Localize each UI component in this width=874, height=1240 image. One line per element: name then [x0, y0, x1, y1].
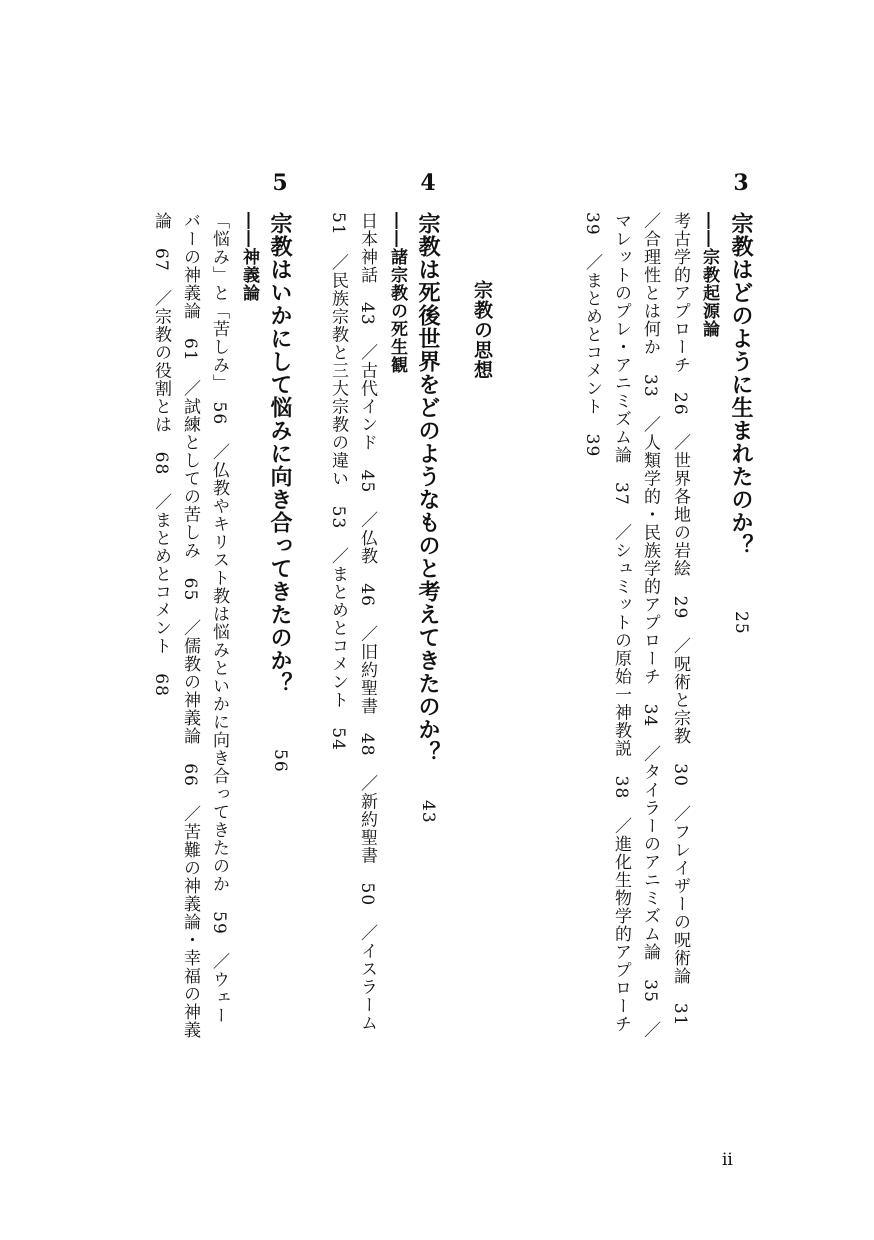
chapter-title	[730, 212, 752, 635]
toc-line: 考古学的アプローチ 26 ／世界各地の岩絵 29 ／呪術と宗教 30 ／フレイザーの呪術論 31	[670, 212, 690, 1027]
chapter-title-text: 宗教はどのように生まれたのか？	[728, 212, 754, 557]
toc-line: ／合理性とは何か 33 ／人類学的・民族学的アプローチ 34 ／タイラーのアニミズム論 35 ／	[640, 212, 660, 1039]
toc-line: 51 ／民族宗教と三大宗教の違い 53 ／まとめとコメント 54	[328, 212, 348, 751]
toc-line: 論 67 ／宗教の役割とは 68 ／まとめとコメント 68	[151, 212, 171, 697]
chapter-title-page: 25	[731, 611, 751, 635]
toc-line: 日本神話 43 ／古代インド 45 ／仏教 46 ／旧約聖書 48 ／新約聖書 50 ／イスラーム	[357, 212, 377, 1033]
chapter-title-page: 56	[270, 749, 290, 773]
chapter-subtitle: ――諸宗教の死生観	[387, 212, 407, 374]
toc-line: マレットのプレ・アニミズム論 37 ／シュミットの原始一神教説 38 ／進化生物学的アプローチ	[611, 212, 631, 1034]
toc-line: 「悩み」と「苦しみ」 56 ／仏教やキリスト教は悩みといかに向き合ってきたのか 59 ／ウェー	[209, 212, 229, 1025]
toc-line: 39 ／まとめとコメント 39	[582, 212, 602, 458]
chapter-title	[417, 212, 439, 824]
chapter-subtitle: ――宗教起源論	[699, 212, 719, 338]
chapter-title-page: 43	[418, 800, 438, 824]
chapter-title-text: 宗教は死後世界をどのようなものと考えてきたのか？	[415, 212, 441, 764]
chapter-title	[269, 212, 291, 773]
page-folio: ii	[722, 1150, 733, 1170]
chapter-number: 4	[420, 170, 436, 196]
section-heading: 宗教の思想	[471, 280, 493, 380]
chapter-subtitle: ――神義論	[239, 212, 259, 302]
chapter-number: 5	[272, 170, 288, 196]
chapter-number: 3	[733, 170, 749, 196]
toc-line: バーの神義論 61 ／試練としての苦しみ 65 ／儒教の神義論 66 ／苦難の神義論・幸福の神義	[180, 212, 200, 1039]
chapter-title-text: 宗教はいかにして悩みに向き合ってきたのか？	[267, 212, 293, 695]
